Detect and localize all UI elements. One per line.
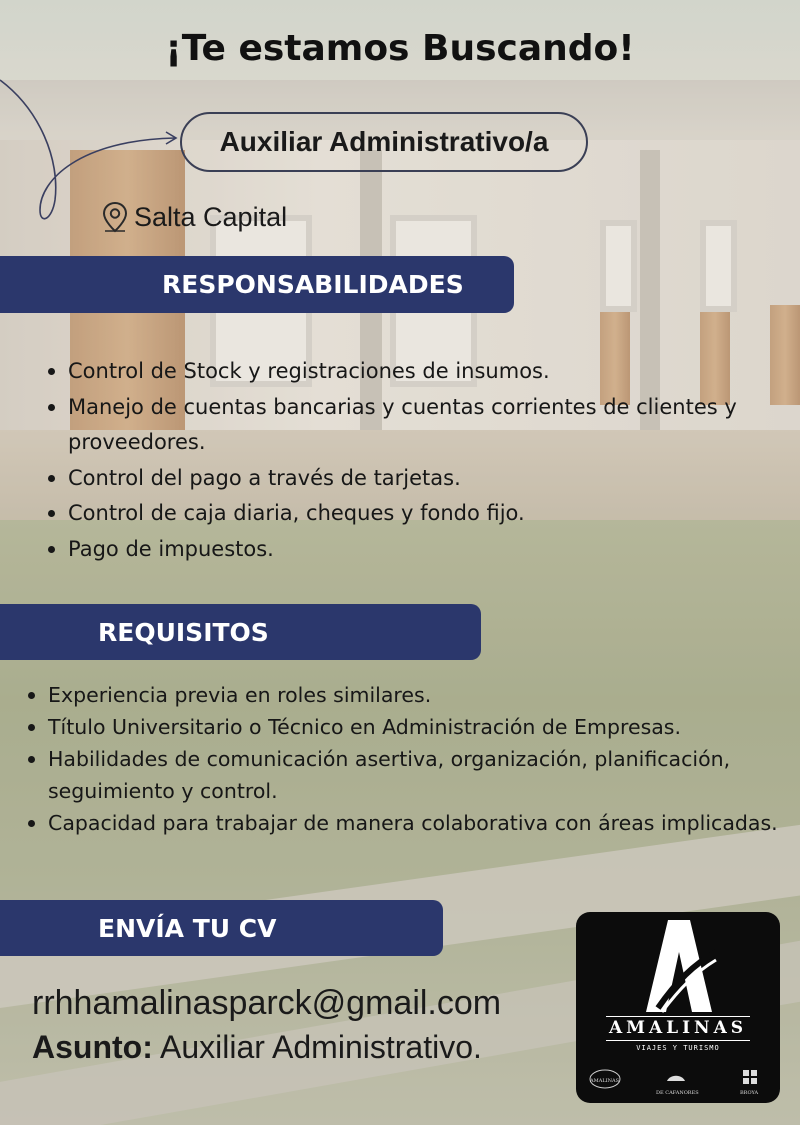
list-item: Control de caja diaria, cheques y fondo fijo. [46,496,746,532]
position-title: Auxiliar Administrativo/a [180,112,588,172]
list-item: Título Universitario o Técnico en Administración de Empresas. [26,711,786,743]
list-item: Control de Stock y registraciones de insumos. [46,354,746,390]
requirements-heading: REQUISITOS [0,604,481,660]
responsibilities-list [46,354,746,567]
contact-email[interactable]: rrhhamalinasparck@gmail.com [32,984,502,1022]
partner-amalinas: AMALINAS [590,1078,620,1084]
responsibilities-heading: RESPONSABILIDADES [0,256,514,313]
list-item: Habilidades de comunicación asertiva, organización, planificación, seguimiento y control. [26,743,786,807]
hat-icon [666,1072,686,1082]
list-item: Control del pago a través de tarjetas. [46,461,746,497]
grid-logo-icon [743,1070,757,1084]
brand-name: AMALINAS [608,1018,748,1038]
requirements-list [26,679,786,839]
subject-value: Auxiliar Administrativo. [159,1029,482,1065]
send-cv-heading: ENVÍA TU CV [0,900,443,956]
location [100,200,287,234]
amalinas-a-logo-icon [576,912,780,1022]
subject-label: Asunto: [32,1029,153,1065]
location-label: Salta Capital [134,201,288,232]
partner-cafanores: DE CAFANORES [656,1090,699,1096]
list-item: Manejo de cuentas bancarias y cuentas corrientes de clientes y proveedores. [46,390,746,461]
list-item: Capacidad para trabajar de manera colaborativa con áreas implicadas. [26,807,786,839]
email-subject [32,1029,482,1066]
partner-broya: BROYA [740,1090,759,1096]
list-item: Pago de impuestos. [46,532,746,568]
brand-tagline: VIAJES Y TURISMO [636,1044,720,1052]
list-item: Experiencia previa en roles similares. [26,679,786,711]
map-pin-icon [100,200,130,234]
amalinas-logo [576,912,780,1103]
page-title: ¡Te estamos Buscando! [165,28,635,69]
